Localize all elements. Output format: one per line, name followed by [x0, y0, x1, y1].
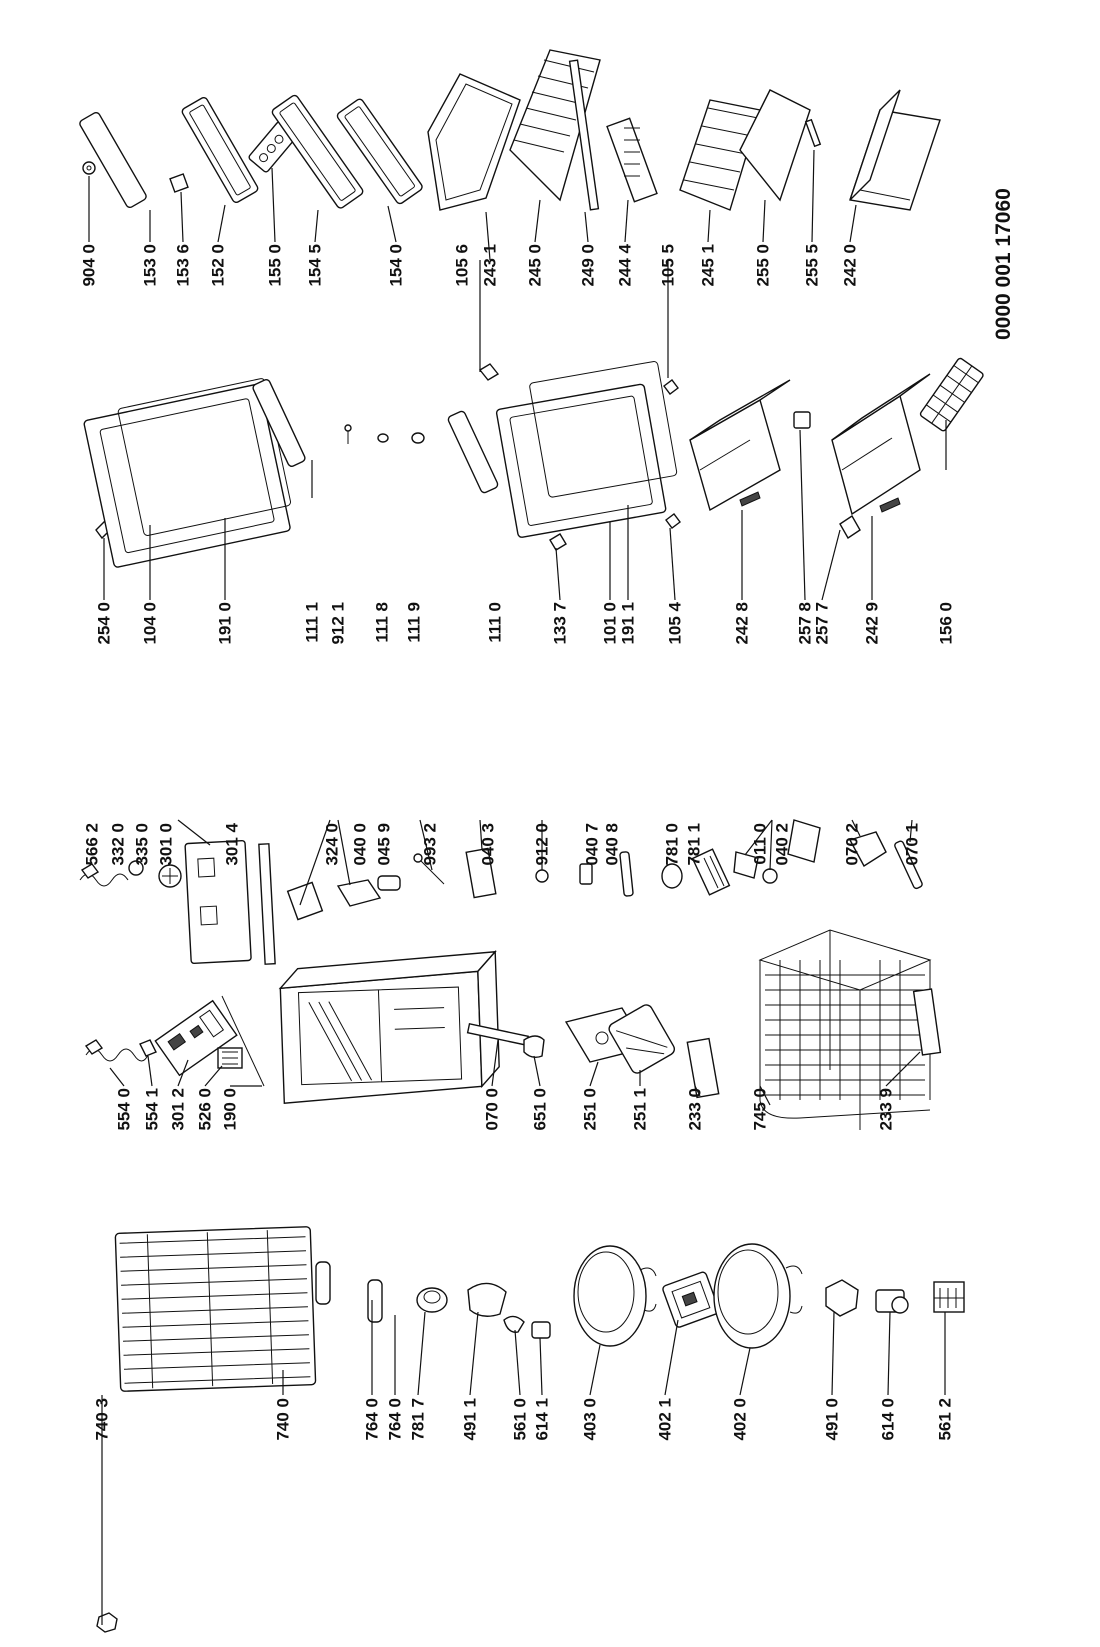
part-number-label: 526 0 [195, 1088, 215, 1131]
part-number-label: 904 0 [79, 244, 99, 287]
part-number-label: 111 9 [404, 602, 424, 643]
part-number-label: 040 0 [350, 823, 370, 866]
part-number-label: 242 0 [840, 244, 860, 287]
part-number-label: 070 1 [902, 823, 922, 866]
part-number-label: 554 0 [114, 1088, 134, 1131]
part-number-label: 233 9 [876, 1088, 896, 1131]
part-number-label: 133 7 [550, 602, 570, 645]
part-number-label: 105 5 [658, 244, 678, 287]
part-number-label: 111 8 [372, 602, 392, 643]
part-number-label: 561 0 [510, 1398, 530, 1441]
part-number-label: 301 2 [168, 1088, 188, 1131]
part-number-label: 245 0 [525, 244, 545, 287]
part-number-label: 614 0 [878, 1398, 898, 1441]
part-number-label: 301 0 [156, 823, 176, 866]
part-number-label: 242 8 [732, 602, 752, 645]
part-number-label: 045 9 [374, 823, 394, 866]
part-number-label: 255 5 [802, 244, 822, 287]
part-number-label: 153 6 [173, 244, 193, 287]
part-number-label: 245 1 [698, 244, 718, 287]
part-number-label: 781 7 [408, 1398, 428, 1441]
part-number-label: 491 0 [822, 1398, 842, 1441]
part-number-label: 111 0 [485, 602, 505, 643]
part-number-label: 554 1 [142, 1088, 162, 1131]
part-number-label: 233 0 [685, 1088, 705, 1131]
part-number-label: 254 0 [94, 602, 114, 645]
part-number-label: 244 4 [615, 244, 635, 287]
part-number-label: 301 4 [222, 823, 242, 866]
part-number-label: 993 2 [420, 823, 440, 866]
part-number-label: 152 0 [208, 244, 228, 287]
part-number-label: 251 1 [630, 1088, 650, 1131]
part-number-label: 566 2 [82, 823, 102, 866]
part-number-label: 154 5 [305, 244, 325, 287]
part-number-label: 402 1 [655, 1398, 675, 1441]
part-number-label: 242 9 [862, 602, 882, 645]
part-number-label: 912 1 [328, 602, 348, 645]
part-number-label: 764 0 [385, 1398, 405, 1441]
document-number: 0000 001 17060 [992, 188, 1015, 340]
part-number-label: 154 0 [386, 244, 406, 287]
part-number-label: 070 0 [482, 1088, 502, 1131]
part-number-label: 335 0 [132, 823, 152, 866]
part-number-label: 745 0 [750, 1088, 770, 1131]
part-number-label: 561 2 [935, 1398, 955, 1441]
part-number-label: 190 0 [220, 1088, 240, 1131]
part-number-label: 651 0 [530, 1088, 550, 1131]
part-number-label: 249 0 [578, 244, 598, 287]
part-number-label: 324 0 [322, 823, 342, 866]
part-number-label: 111 1 [302, 602, 322, 643]
part-number-label: 040 2 [772, 823, 792, 866]
part-number-label: 040 7 [582, 823, 602, 866]
part-number-label: 491 1 [460, 1398, 480, 1441]
part-number-label: 011 0 [750, 823, 770, 865]
part-number-label: 191 1 [618, 602, 638, 645]
part-number-label: 403 0 [580, 1398, 600, 1441]
part-number-label: 332 0 [108, 823, 128, 866]
part-number-label: 156 0 [936, 602, 956, 645]
part-number-label: 251 0 [580, 1088, 600, 1131]
part-number-label: 257 7 [812, 602, 832, 645]
part-number-label: 070 2 [842, 823, 862, 866]
part-number-label: 255 0 [753, 244, 773, 287]
part-number-label: 105 4 [665, 602, 685, 645]
part-number-label: 740 3 [92, 1398, 112, 1441]
part-number-label: 764 0 [362, 1398, 382, 1441]
part-number-label: 402 0 [730, 1398, 750, 1441]
part-number-label: 243 1 [480, 244, 500, 287]
part-number-label: 781 1 [684, 823, 704, 866]
part-number-label: 104 0 [140, 602, 160, 645]
part-number-label: 040 8 [602, 823, 622, 866]
part-number-label: 614 1 [532, 1398, 552, 1441]
part-number-label: 101 0 [600, 602, 620, 645]
part-number-label: 912 0 [532, 823, 552, 866]
part-number-label: 191 0 [215, 602, 235, 645]
part-number-label: 155 0 [265, 244, 285, 287]
part-number-label: 105 6 [452, 244, 472, 287]
part-number-label: 740 0 [273, 1398, 293, 1441]
part-number-label: 781 0 [662, 823, 682, 866]
part-number-label: 040 3 [478, 823, 498, 866]
part-number-label: 257 8 [795, 602, 815, 645]
part-number-label: 153 0 [140, 244, 160, 287]
